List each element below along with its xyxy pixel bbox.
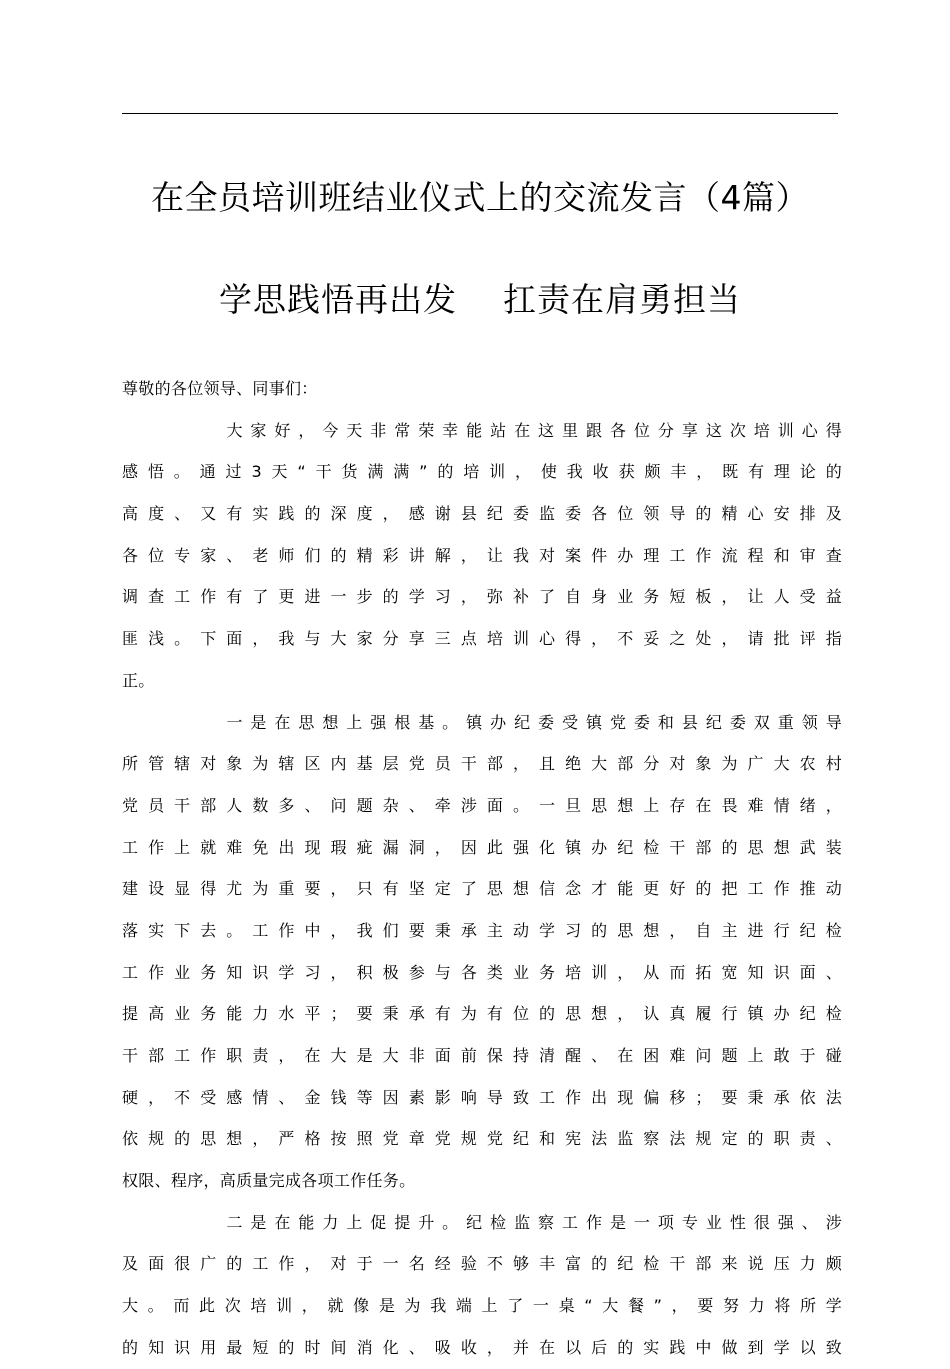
body-line: 大家好，今天非常荣幸能站在这里跟各位分享这次培训心得 <box>122 420 842 440</box>
body-line: 各位专家、老师们的精彩讲解，让我对案件办理工作流程和审查 <box>122 545 842 565</box>
body-line: 所管辖对象为辖区内基层党员干部，且绝大部分对象为广大农村 <box>122 754 842 774</box>
document-subtitle: 学思践悟再出发 扛责在肩勇担当 <box>219 280 741 319</box>
document-body <box>122 368 842 1369</box>
body-line: 提高业务能力水平；要秉承有为有位的思想，认真履行镇办纪检 <box>122 1004 842 1024</box>
body-line: 依规的思想，严格按照党章党规党纪和宪法监察法规定的职责、 <box>122 1129 842 1149</box>
body-line: 感悟。通过3天“干货满满”的培训，使我收获颇丰，既有理论的 <box>122 462 842 482</box>
body-line: 的知识用最短的时间消化、吸收，并在以后的实践中做到学以致 <box>122 1337 842 1357</box>
body-line: 硬，不受感情、金钱等因素影响导致工作出现偏移；要秉承依法 <box>122 1087 842 1107</box>
body-line: 落实下去。工作中，我们要秉承主动学习的思想，自主进行纪检 <box>122 920 842 940</box>
body-line: 及面很广的工作，对于一名经验不够丰富的纪检干部来说压力颇 <box>122 1254 842 1274</box>
header-rule <box>122 113 838 114</box>
body-line: 大。而此次培训，就像是为我端上了一桌“大餐”，要努力将所学 <box>122 1296 842 1316</box>
body-line: 调查工作有了更进一步的学习，弥补了自身业务短板，让人受益 <box>122 587 842 607</box>
body-line: 正。 <box>122 670 155 690</box>
body-line: 党员干部人数多、问题杂、牵涉面。一旦思想上存在畏难情绪， <box>122 795 842 815</box>
body-line: 建设显得尤为重要，只有坚定了思想信念才能更好的把工作推动 <box>122 879 842 899</box>
body-line: 工作上就难免出现瑕疵漏洞，因此强化镇办纪检干部的思想武装 <box>122 837 842 857</box>
body-line: 高度、又有实践的深度，感谢县纪委监委各位领导的精心安排及 <box>122 504 842 524</box>
document-title: 在全员培训班结业仪式上的交流发言（4篇） <box>151 178 809 217</box>
body-line: 尊敬的各位领导、同事们： <box>122 379 318 398</box>
body-line: 匪浅。下面，我与大家分享三点培训心得，不妥之处，请批评指 <box>122 629 842 649</box>
body-line: 干部工作职责，在大是大非面前保持清醒、在困难问题上敢于碰 <box>122 1046 842 1065</box>
body-line: 二是在能力上促提升。纪检监察工作是一项专业性很强、涉 <box>122 1212 842 1232</box>
body-line: 工作业务知识学习，积极参与各类业务培训，从而拓宽知识面、 <box>122 962 842 982</box>
body-line: 一是在思想上强根基。镇办纪委受镇党委和县纪委双重领导 <box>122 712 842 732</box>
body-line: 权限、程序，高质量完成各项工作任务。 <box>122 1171 416 1191</box>
